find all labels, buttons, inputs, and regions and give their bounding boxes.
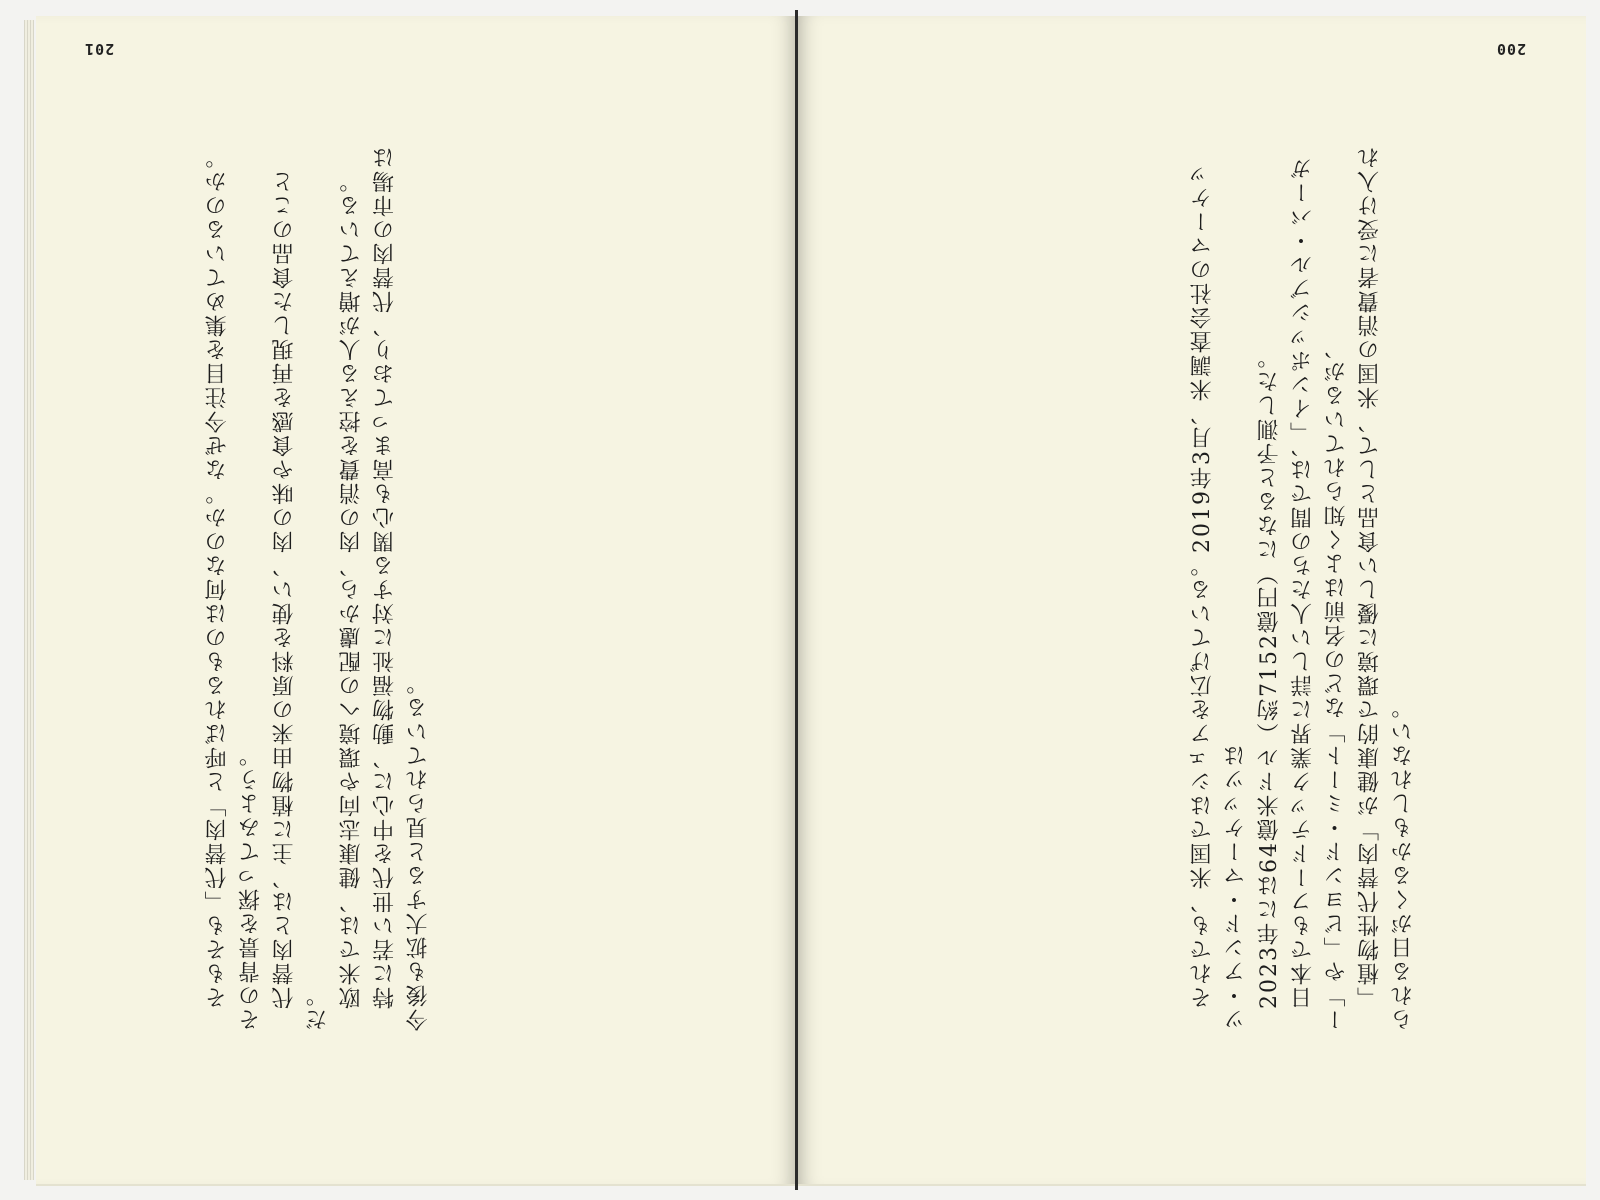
- left-paragraph-4: 「植物性代替肉」が健康的で環境に優しい食品として、米国の消費者に受け入れられる日がくるかもしれない。: [1357, 145, 1416, 1031]
- left-paragraph-3: 日本でもフードテック業界に詳しい人たちの間では、「インポッシブル・バーガー」や「ビヨンド・ミート」などの名前はよく知られているが、: [1290, 156, 1349, 1031]
- page-top-edge: [796, 1184, 1586, 1186]
- right-paragraph-2: 代替肉とは、主に植物由来の原料を使い、肉の味や食感を再現した食品のことだ。: [272, 169, 331, 1031]
- book-gutter: [795, 10, 798, 1190]
- right-page-number: 201: [84, 40, 115, 58]
- right-paragraph-4: 特に若い世代を中心に、動物福祉に対する関心も高まっており、代替肉の市場は今後も拡大すると見られている。: [372, 145, 431, 1031]
- right-paragraph-1: そもそも「代替肉」と呼ばれるものは何なのか。なぜ今注目を集めているのか。その背景を探ってみよう。: [205, 145, 264, 1031]
- right-paragraph-3: 欧米では、健康志向や環境への配慮から、肉の消費を控える人が増えている。: [339, 169, 364, 1009]
- right-page: [36, 16, 796, 1186]
- page-top-edge: [36, 1184, 796, 1186]
- left-page-body-text: [1186, 141, 1431, 1031]
- page-edge-stack: [24, 20, 34, 1180]
- right-page-body-text: [201, 141, 736, 1031]
- left-page-number: 200: [1495, 40, 1526, 58]
- left-paragraph-1: それでも、米国ではシェアを広げている。2019年3月、米調査会社のマーケッツ・アンド・マーケッツは: [1190, 161, 1249, 1031]
- left-paragraph-2: 2023年には64億米ドル（約7152億円）になると予測した。: [1257, 345, 1282, 1009]
- left-page: [796, 16, 1586, 1186]
